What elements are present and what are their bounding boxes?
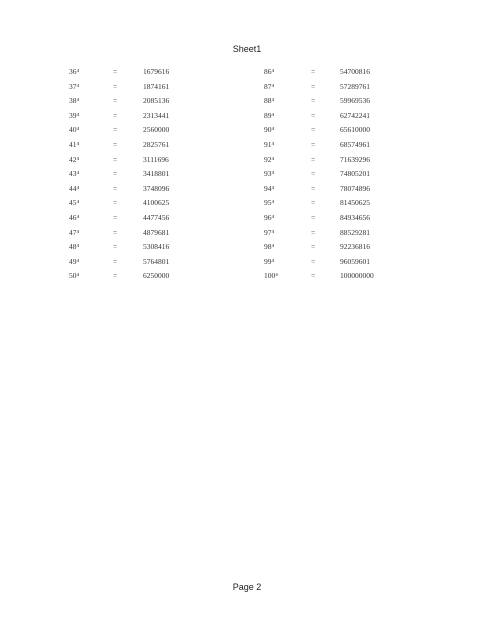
power-expression: 49⁴ (69, 256, 80, 266)
power-value: 1874161 (143, 81, 170, 91)
power-value: 65610000 (340, 125, 370, 135)
power-expression: 38⁴ (69, 96, 80, 106)
power-expression: 42⁴ (69, 154, 80, 164)
power-expression: 87⁴ (264, 81, 275, 91)
power-expression: 91⁴ (264, 139, 275, 149)
power-value: 3418801 (143, 169, 170, 179)
power-expression: 89⁴ (264, 110, 275, 120)
power-value: 59969536 (340, 96, 370, 106)
power-value: 74805201 (340, 169, 370, 179)
equals-sign: = (113, 169, 118, 179)
equals-sign: = (311, 271, 316, 281)
power-value: 4879681 (143, 227, 170, 237)
power-value: 1679616 (143, 67, 170, 76)
equals-sign: = (311, 110, 316, 120)
equals-sign: = (113, 271, 118, 281)
sheet-title: Sheet1 (232, 44, 262, 54)
equals-sign: = (311, 183, 316, 193)
power-value: 88529281 (340, 227, 370, 237)
power-value: 96059601 (340, 256, 370, 266)
power-value: 2825761 (143, 139, 170, 149)
equals-sign: = (113, 198, 118, 208)
power-expression: 36⁴ (69, 67, 80, 76)
equals-sign: = (311, 256, 316, 266)
power-expression: 48⁴ (69, 242, 80, 252)
power-expression: 86⁴ (264, 67, 275, 76)
power-expression: 95⁴ (264, 198, 275, 208)
power-expression: 94⁴ (264, 183, 275, 193)
power-expression: 43⁴ (69, 169, 80, 179)
equals-sign: = (113, 154, 118, 164)
power-value: 5308416 (143, 242, 170, 252)
power-expression: 92⁴ (264, 154, 275, 164)
equals-sign: = (311, 169, 316, 179)
power-value: 3111696 (143, 154, 169, 164)
equals-sign: = (113, 110, 118, 120)
equals-sign: = (113, 81, 118, 91)
power-expression: 100⁴ (264, 271, 278, 281)
power-value: 6250000 (143, 271, 170, 281)
power-expression: 47⁴ (69, 227, 80, 237)
power-expression: 97⁴ (264, 227, 275, 237)
equals-sign: = (113, 227, 118, 237)
power-expression: 45⁴ (69, 198, 80, 208)
power-value: 84934656 (340, 212, 370, 222)
equals-sign: = (113, 67, 118, 76)
power-expression: 40⁴ (69, 125, 80, 135)
equals-sign: = (113, 139, 118, 149)
equals-sign: = (113, 242, 118, 252)
power-value: 71639296 (340, 154, 370, 164)
power-value: 81450625 (340, 198, 370, 208)
power-value: 100000000 (340, 271, 374, 281)
page-number: Page 2 (232, 582, 262, 592)
power-value: 92236816 (340, 242, 370, 252)
equals-sign: = (113, 212, 118, 222)
power-expression: 88⁴ (264, 96, 275, 106)
power-value: 62742241 (340, 110, 370, 120)
power-value: 68574961 (340, 139, 370, 149)
power-value: 4477456 (143, 212, 170, 222)
power-value: 4100625 (143, 198, 170, 208)
equals-sign: = (113, 256, 118, 266)
power-expression: 99⁴ (264, 256, 275, 266)
power-value: 2085136 (143, 96, 170, 106)
power-expression: 39⁴ (69, 110, 80, 120)
power-value: 57289761 (340, 81, 370, 91)
power-value: 78074896 (340, 183, 370, 193)
power-expression: 37⁴ (69, 81, 80, 91)
power-expression: 46⁴ (69, 212, 80, 222)
equals-sign: = (311, 212, 316, 222)
power-expression: 93⁴ (264, 169, 275, 179)
power-expression: 50⁴ (69, 271, 80, 281)
equals-sign: = (113, 96, 118, 106)
equals-sign: = (311, 154, 316, 164)
power-value: 2313441 (143, 110, 170, 120)
equals-sign: = (311, 125, 316, 135)
power-value: 5764801 (143, 256, 170, 266)
equals-sign: = (311, 242, 316, 252)
power-expression: 90⁴ (264, 125, 275, 135)
equals-sign: = (311, 81, 316, 91)
equals-sign: = (311, 96, 316, 106)
power-value: 2560000 (143, 125, 170, 135)
equals-sign: = (311, 67, 316, 76)
power-expression: 96⁴ (264, 212, 275, 222)
power-expression: 98⁴ (264, 242, 275, 252)
equals-sign: = (311, 139, 316, 149)
equals-sign: = (113, 125, 118, 135)
power-expression: 44⁴ (69, 183, 80, 193)
power-expression: 41⁴ (69, 139, 80, 149)
equals-sign: = (113, 183, 118, 193)
equals-sign: = (311, 227, 316, 237)
equals-sign: = (311, 198, 316, 208)
power-value: 54700816 (340, 67, 370, 76)
power-value: 3748096 (143, 183, 170, 193)
